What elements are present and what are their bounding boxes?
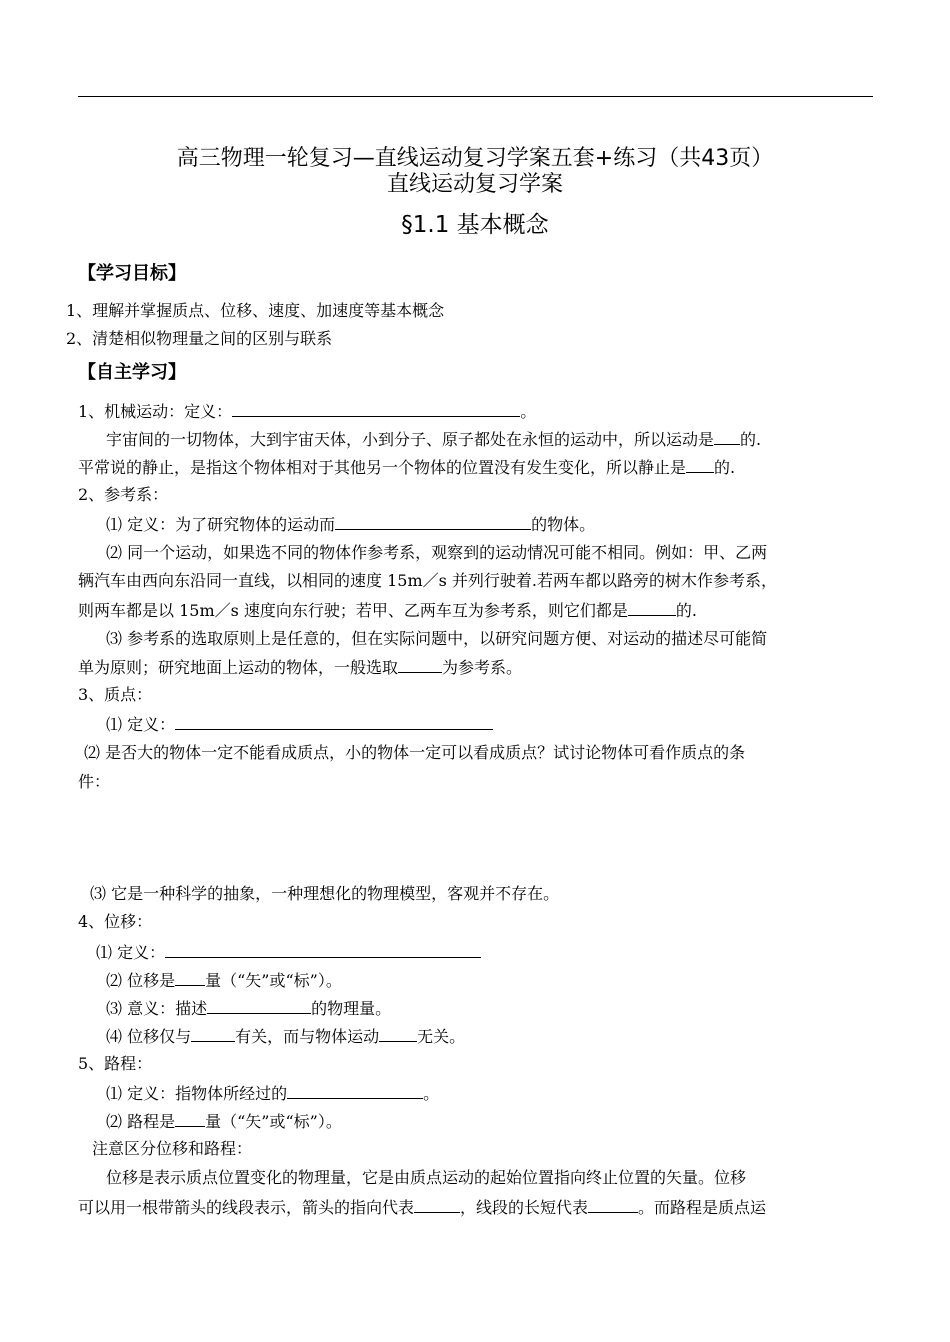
- q4-2: [106, 970, 342, 991]
- q5-1: [106, 1083, 439, 1104]
- note-paragraph-line1: 位移是表示质点位置变化的物理量，它是由质点运动的起始位置指向终止位置的矢量。位移: [106, 1168, 747, 1187]
- blank[interactable]: [414, 1197, 460, 1213]
- blank[interactable]: [191, 1026, 235, 1042]
- q5-heading: 5、路程：: [78, 1054, 153, 1073]
- blank[interactable]: [175, 1111, 205, 1127]
- blank[interactable]: [714, 429, 740, 445]
- doc-subtitle: 直线运动复习学案: [386, 172, 563, 197]
- blank[interactable]: [232, 401, 520, 417]
- text: 。而路程是质点运: [638, 1198, 767, 1217]
- blank[interactable]: [379, 1026, 417, 1042]
- section-heading: §1.1 基本概念: [401, 212, 549, 238]
- heading-self-study: 【自主学习】: [78, 362, 186, 383]
- text: 量（“矢”或“标”）。: [205, 971, 342, 990]
- blank[interactable]: [165, 942, 481, 958]
- q3-1: [106, 714, 493, 735]
- text: 量（“矢”或“标”）。: [205, 1112, 342, 1131]
- blank[interactable]: [628, 600, 676, 616]
- text: 宇宙间的一切物体，大到宇宙天体，小到分子、原子都处在永恒的运动中，所以运动是: [106, 430, 715, 449]
- goal-item-1: 1、理解并掌握质点、位移、速度、加速度等基本概念: [66, 301, 445, 320]
- text: 的.: [740, 430, 762, 449]
- blank[interactable]: [287, 1083, 423, 1099]
- q3-2-line1: ⑵ 是否大的物体一定不能看成质点，小的物体一定可以看成质点？试讨论物体可看作质点的条: [84, 743, 746, 762]
- blank[interactable]: [207, 998, 311, 1014]
- text: 平常说的静止，是指这个物体相对于其他另一个物体的位置没有发生变化，所以静止是: [78, 458, 687, 477]
- text: 的物体。: [531, 515, 596, 534]
- q4-4: [106, 1026, 465, 1047]
- text: ⑴ 定义：指物体所经过的: [106, 1084, 288, 1103]
- q2-3-line1: ⑶ 参考系的选取原则上是任意的，但在实际问题中，以研究问题方便、对运动的描述尽可能简: [106, 629, 768, 648]
- heading-learning-goals: 【学习目标】: [78, 263, 186, 284]
- q2-2-line3: [78, 600, 697, 621]
- text: ⑴ 定义：: [96, 943, 166, 962]
- q1-end: 。: [520, 402, 537, 421]
- text: ，线段的长短代表: [460, 1198, 589, 1217]
- q4-3: [106, 998, 391, 1019]
- text: ⑷ 位移仅与: [106, 1027, 192, 1046]
- text: 则两车都是以 15m／s 速度向东行驶；若甲、乙两车互为参考系，则它们都是: [78, 601, 628, 620]
- header-rule: [78, 96, 873, 97]
- q3-3: ⑶ 它是一种科学的抽象，一种理想化的物理模型，客观并不存在。: [90, 884, 560, 903]
- doc-title: 高三物理一轮复习—直线运动复习学案五套+练习（共43页）: [176, 146, 774, 171]
- text: 的.: [675, 601, 698, 620]
- text: 为参考系。: [442, 658, 523, 677]
- note-paragraph-line2: [78, 1197, 766, 1218]
- q1-paragraph-line2: [78, 457, 735, 478]
- text: 有关，而与物体运动: [235, 1027, 380, 1046]
- blank[interactable]: [686, 457, 714, 473]
- q1-paragraph-line1: [106, 429, 761, 450]
- text: ⑴ 定义：为了研究物体的运动而: [106, 515, 336, 534]
- q4-1: [96, 942, 481, 963]
- blank[interactable]: [398, 657, 442, 673]
- text: ⑵ 路程是: [106, 1112, 176, 1131]
- goal-item-2: 2、清楚相似物理量之间的区别与联系: [66, 329, 333, 348]
- text: 的物理量。: [311, 999, 392, 1018]
- q4-heading: 4、位移：: [78, 912, 153, 931]
- q3-heading: 3、质点：: [78, 685, 153, 704]
- q3-2-line2: 件：: [78, 772, 111, 791]
- blank[interactable]: [588, 1197, 638, 1213]
- text: ⑶ 意义：描述: [106, 999, 208, 1018]
- blank[interactable]: [175, 714, 493, 730]
- q1-label: 1、机械运动：定义：: [78, 402, 233, 421]
- q2-3-line2: [78, 657, 522, 678]
- q5-2: [106, 1111, 342, 1132]
- note-heading: 注意区分位移和路程：: [92, 1139, 253, 1158]
- text: 。: [423, 1084, 440, 1103]
- q2-heading: 2、参考系：: [78, 485, 169, 504]
- blank[interactable]: [175, 970, 205, 986]
- q2-2-line2: 辆汽车由西向东沿同一直线，以相同的速度 15m／s 并列行驶着.若两车都以路旁的树木作参考系，: [78, 571, 778, 590]
- text: 无关。: [417, 1027, 466, 1046]
- text: ⑴ 定义：: [106, 715, 176, 734]
- q2-2-line1: ⑵ 同一个运动，如果选不同的物体作参考系，观察到的运动情况可能不相同。例如：甲、乙两: [106, 543, 768, 562]
- text: 的.: [714, 458, 736, 477]
- blank[interactable]: [335, 514, 531, 530]
- text: 可以用一根带箭头的线段表示，箭头的指向代表: [78, 1198, 415, 1217]
- text: 单为原则；研究地面上运动的物体，一般选取: [78, 658, 399, 677]
- text: ⑵ 位移是: [106, 971, 176, 990]
- q2-1: [106, 514, 595, 535]
- q1-line: [78, 401, 536, 422]
